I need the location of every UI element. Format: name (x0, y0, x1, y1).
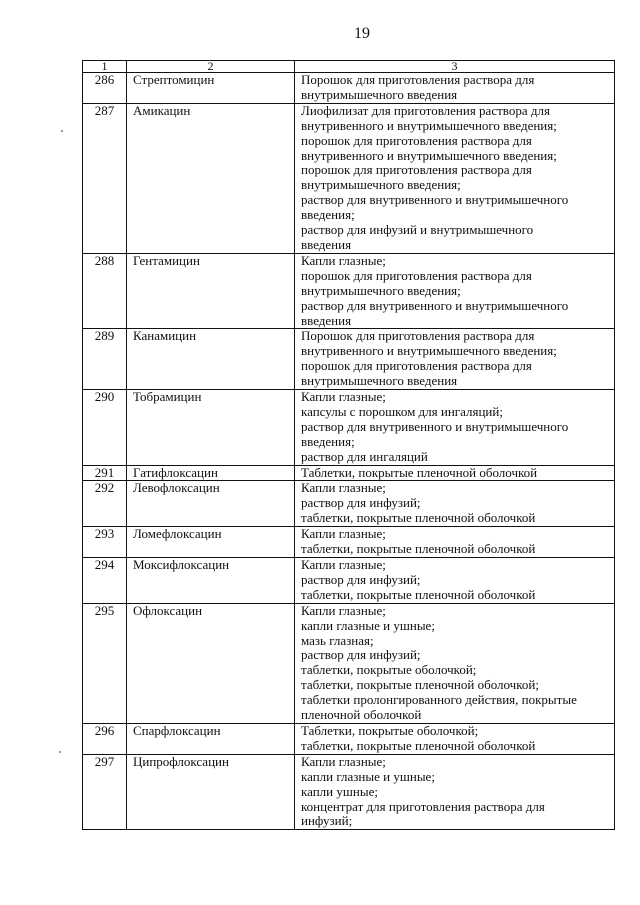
drug-name: Офлоксацин (127, 603, 295, 723)
table-row (83, 603, 615, 723)
table-row (83, 558, 615, 604)
drug-table (82, 60, 615, 830)
dosage-form-line: Капли глазные; (301, 603, 386, 618)
dosage-form-line: внутримышечного введения; (301, 282, 461, 298)
header-col-forms: 3 (295, 61, 615, 73)
dosage-form-line: раствор для внутривенного и внутримышечного (301, 418, 569, 434)
dosage-form-line: введения; (301, 433, 355, 449)
dosage-form-line: концентрат для приготовления раствора для (301, 798, 545, 814)
dosage-form-line: внутримышечного введения (301, 373, 458, 389)
row-number: 289 (83, 329, 127, 390)
dosage-form-line: внутривенного и внутримышечного введения; (301, 343, 557, 359)
header-col-name: 2 (127, 61, 295, 73)
table-row (83, 103, 615, 253)
drug-name: Моксифлоксацин (127, 558, 295, 604)
page-number: 19 (354, 25, 370, 42)
row-number: 297 (83, 754, 127, 830)
dosage-form-line: таблетки, покрытые пленочной оболочкой (301, 510, 536, 526)
header-row (83, 61, 615, 73)
dosage-form-line: раствор для инфузий; (301, 647, 421, 663)
drug-name: Ломефлоксацин (127, 527, 295, 558)
dosage-form-line: порошок для приготовления раствора для (301, 358, 532, 374)
dosage-form-line: внутривенного и внутримышечного введения; (301, 147, 557, 163)
dosage-form-line: раствор для инфузий; (301, 495, 421, 511)
dosage-form-line: Капли глазные; (301, 253, 386, 268)
drug-name: Ципрофлоксацин (127, 754, 295, 830)
row-number: 290 (83, 390, 127, 466)
drug-name: Гатифлоксацин (127, 465, 295, 481)
drug-name: Канамицин (127, 329, 295, 390)
row-number: 295 (83, 603, 127, 723)
dosage-form-line: Порошок для приготовления раствора для (301, 72, 535, 87)
table-row (83, 527, 615, 558)
row-number: 287 (83, 103, 127, 253)
dosage-form-line: капли глазные и ушные; (301, 617, 435, 633)
dosage-forms (295, 329, 615, 390)
table-row (83, 390, 615, 466)
row-number: 292 (83, 481, 127, 527)
drug-table-body (83, 73, 615, 830)
table-row (83, 73, 615, 104)
dosage-form-line: порошок для приготовления раствора для (301, 162, 532, 178)
dosage-forms (295, 73, 615, 104)
dosage-form-line: введения (301, 236, 352, 252)
table-row (83, 253, 615, 329)
dosage-form-line: Таблетки, покрытые пленочной оболочкой (301, 465, 538, 480)
dosage-form-line: введения (301, 312, 352, 328)
drug-name: Стрептомицин (127, 73, 295, 104)
row-number: 291 (83, 465, 127, 481)
table-header (83, 61, 615, 73)
dosage-form-line: таблетки пролонгированного действия, покрытые (301, 692, 577, 708)
dosage-form-line: раствор для внутривенного и внутримышечного (301, 297, 569, 313)
dosage-form-line: раствор для внутривенного и внутримышечного (301, 192, 569, 208)
table-row (83, 329, 615, 390)
dosage-form-line: инфузий; (301, 813, 353, 829)
drug-name: Левофлоксацин (127, 481, 295, 527)
dosage-forms (295, 723, 615, 754)
dosage-form-line: введения; (301, 207, 355, 223)
row-number: 293 (83, 527, 127, 558)
dosage-form-line: Капли глазные; (301, 480, 386, 496)
dosage-forms (295, 527, 615, 558)
dosage-form-line: внутримышечного введения (301, 86, 458, 102)
dosage-form-line: раствор для ингаляций (301, 448, 428, 464)
dosage-forms (295, 253, 615, 329)
dosage-form-line: таблетки, покрытые пленочной оболочкой (301, 586, 536, 602)
dosage-forms (295, 465, 615, 481)
dosage-form-line: капли глазные и ушные; (301, 768, 435, 784)
dosage-form-line: внутривенного и внутримышечного введения; (301, 117, 557, 133)
dosage-form-line: капли ушные; (301, 783, 378, 799)
drug-name: Спарфлоксацин (127, 723, 295, 754)
dosage-form-line: таблетки, покрытые пленочной оболочкой (301, 541, 536, 557)
dosage-form-line: таблетки, покрытые оболочкой; (301, 662, 477, 678)
drug-name: Амикацин (127, 103, 295, 253)
dosage-forms (295, 754, 615, 830)
dosage-forms (295, 603, 615, 723)
dosage-form-line: мазь глазная; (301, 632, 374, 648)
scan-speck (59, 751, 61, 753)
dosage-form-line: внутримышечного введения; (301, 177, 461, 193)
header-col-number: 1 (83, 61, 127, 73)
dosage-form-line: таблетки, покрытые пленочной оболочкой; (301, 677, 539, 693)
table-row (83, 481, 615, 527)
drug-name: Тобрамицин (127, 390, 295, 466)
dosage-form-line: таблетки, покрытые пленочной оболочкой (301, 737, 536, 753)
dosage-form-line: Капли глазные; (301, 557, 386, 572)
row-number: 294 (83, 558, 127, 604)
row-number: 296 (83, 723, 127, 754)
dosage-form-line: Капли глазные; (301, 754, 386, 769)
dosage-forms (295, 558, 615, 604)
scan-speck (61, 130, 63, 132)
dosage-form-line: раствор для инфузий и внутримышечного (301, 222, 534, 238)
row-number: 288 (83, 253, 127, 329)
table-row (83, 465, 615, 481)
dosage-form-line: Капли глазные; (301, 526, 386, 542)
table-row (83, 723, 615, 754)
dosage-forms (295, 481, 615, 527)
dosage-form-line: Лиофилизат для приготовления раствора для (301, 103, 550, 118)
dosage-form-line: Капли глазные; (301, 389, 386, 405)
dosage-forms (295, 103, 615, 253)
dosage-form-line: капсулы с порошком для ингаляций; (301, 403, 503, 419)
dosage-form-line: раствор для инфузий; (301, 571, 421, 587)
row-number: 286 (83, 73, 127, 104)
drug-name: Гентамицин (127, 253, 295, 329)
dosage-forms (295, 390, 615, 466)
dosage-form-line: Таблетки, покрытые оболочкой; (301, 723, 479, 738)
dosage-form-line: порошок для приготовления раствора для (301, 132, 532, 148)
table-row (83, 754, 615, 830)
dosage-form-line: порошок для приготовления раствора для (301, 267, 532, 283)
dosage-form-line: пленочной оболочкой (301, 707, 422, 723)
dosage-form-line: Порошок для приготовления раствора для (301, 328, 535, 344)
